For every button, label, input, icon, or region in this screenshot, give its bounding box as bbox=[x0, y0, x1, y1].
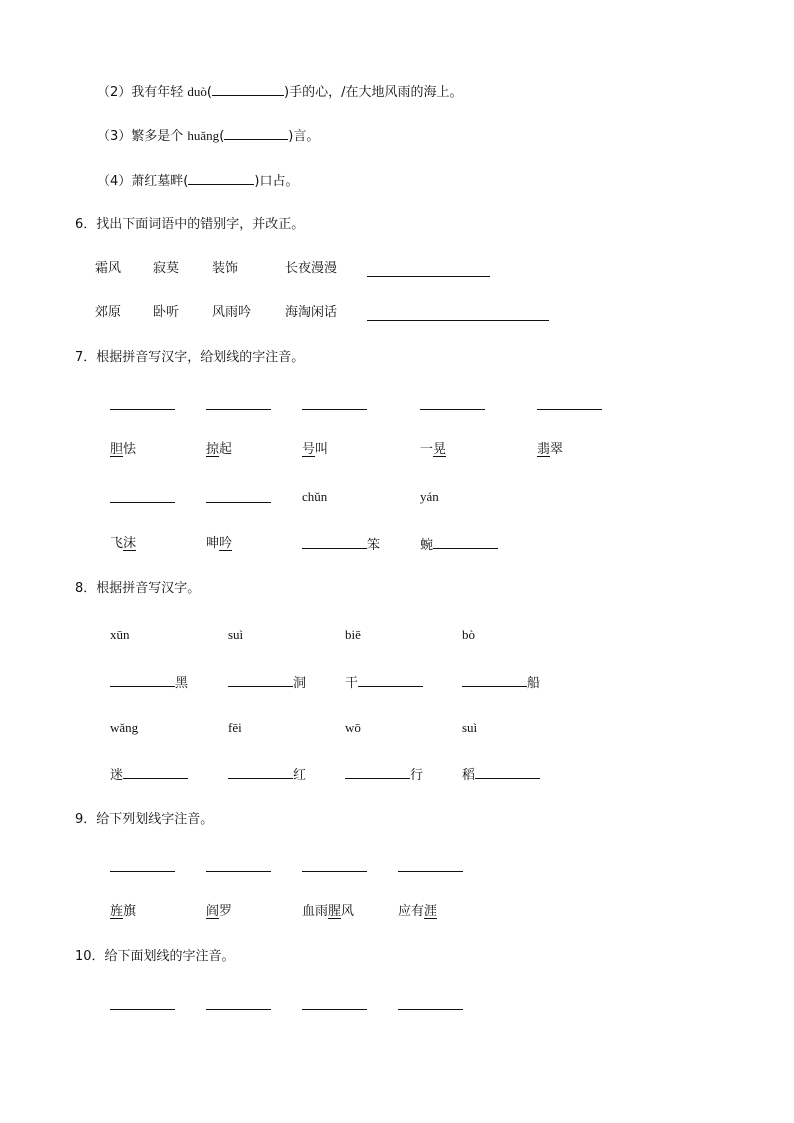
underlined-char: 旌 bbox=[110, 904, 124, 919]
pinyin-blank[interactable] bbox=[206, 502, 271, 503]
pinyin-blank[interactable] bbox=[110, 502, 175, 503]
q9-word bbox=[302, 903, 354, 921]
pinyin-blank[interactable] bbox=[537, 409, 602, 410]
q8-title: 8．根据拼音写汉字。 bbox=[75, 581, 201, 596]
word-prefix: 飞 bbox=[110, 536, 124, 551]
pinyin-label: wō bbox=[345, 720, 361, 735]
word-suffix: 红 bbox=[293, 768, 307, 783]
underlined-char: 翡 bbox=[537, 442, 551, 457]
word-rest: 罗 bbox=[219, 904, 233, 919]
q6-word: 海淘闲话 bbox=[285, 305, 338, 320]
q5-item-4-suffix: 口占。 bbox=[259, 174, 299, 189]
q5-item-3-prefix: （3）繁多是个 bbox=[97, 129, 188, 144]
q8-word bbox=[345, 673, 423, 693]
word-prefix: 干 bbox=[345, 676, 359, 691]
answer-blank[interactable] bbox=[188, 171, 254, 185]
answer-blank[interactable] bbox=[110, 673, 175, 687]
q7-word bbox=[420, 441, 446, 459]
word-prefix: 迷 bbox=[110, 768, 124, 783]
q6-answer-blank-1[interactable] bbox=[367, 276, 490, 277]
underlined-char: 晃 bbox=[433, 442, 447, 457]
q5-item-2-pinyin: duò bbox=[187, 84, 207, 99]
q5-item-2-suffix: 手的心，/在大地风雨的海上。 bbox=[289, 85, 463, 100]
q7-word bbox=[420, 535, 498, 555]
answer-blank[interactable] bbox=[345, 765, 410, 779]
q6-word: 长夜漫漫 bbox=[285, 261, 338, 276]
q8-word bbox=[110, 765, 188, 785]
pinyin-blank[interactable] bbox=[206, 1009, 271, 1010]
word-prefix: 血雨 bbox=[302, 904, 329, 919]
pinyin-blank[interactable] bbox=[302, 871, 367, 872]
q7-word bbox=[206, 441, 232, 459]
word-rest: 叫 bbox=[315, 442, 329, 457]
underlined-char: 吟 bbox=[219, 536, 233, 551]
underlined-char: 掠 bbox=[206, 442, 220, 457]
word-prefix: 应有 bbox=[398, 904, 425, 919]
q5-item-2: （2）我有年轻 duò( )手的心，/在大地风雨的海上。 bbox=[97, 84, 463, 100]
q6-title: 6．找出下面词语中的错别字，并改正。 bbox=[75, 217, 305, 232]
q9-word bbox=[110, 903, 136, 921]
word-prefix: 呻 bbox=[206, 536, 220, 551]
word-rest: 旗 bbox=[123, 904, 137, 919]
word-prefix: 蜿 bbox=[420, 538, 434, 553]
q6-answer-blank-2[interactable] bbox=[367, 320, 549, 321]
pinyin-blank[interactable] bbox=[302, 409, 367, 410]
q5-item-2-prefix: （2）我有年轻 bbox=[97, 85, 188, 100]
q7-word bbox=[110, 441, 136, 459]
answer-blank[interactable] bbox=[228, 673, 293, 687]
word-suffix: 笨 bbox=[367, 538, 381, 553]
q6-word: 霜风 bbox=[95, 261, 122, 276]
q6-word: 装饰 bbox=[212, 261, 239, 276]
q10-title: 10．给下面划线的字注音。 bbox=[75, 949, 235, 964]
pinyin-blank[interactable] bbox=[206, 409, 271, 410]
word-rest: 怯 bbox=[123, 442, 137, 457]
word-suffix: 行 bbox=[410, 768, 424, 783]
q6-word: 卧听 bbox=[153, 305, 180, 320]
word-suffix: 船 bbox=[527, 676, 541, 691]
q7-word bbox=[537, 441, 563, 459]
underlined-char: 胆 bbox=[110, 442, 124, 457]
pinyin-blank[interactable] bbox=[206, 871, 271, 872]
word-rest: 风 bbox=[341, 904, 355, 919]
answer-blank[interactable] bbox=[358, 673, 423, 687]
pinyin-label: yán bbox=[420, 489, 439, 504]
q5-item-4: （4）萧红墓畔( )口占。 bbox=[97, 171, 298, 191]
q7-word bbox=[206, 535, 232, 553]
pinyin-blank[interactable] bbox=[110, 409, 175, 410]
pinyin-label: suì bbox=[462, 720, 478, 735]
q5-item-3-suffix: 言。 bbox=[293, 129, 320, 144]
word-rest: 翠 bbox=[550, 442, 564, 457]
pinyin-blank[interactable] bbox=[420, 409, 485, 410]
q7-word bbox=[110, 535, 136, 553]
q8-word bbox=[345, 765, 423, 785]
word-suffix: 黑 bbox=[175, 676, 189, 691]
q7-title: 7．根据拼音写汉字，给划线的字注音。 bbox=[75, 350, 305, 365]
word-prefix: 一 bbox=[420, 442, 434, 457]
pinyin-label: biē bbox=[345, 627, 361, 642]
word-rest: 起 bbox=[219, 442, 233, 457]
pinyin-label: xūn bbox=[110, 627, 130, 642]
pinyin-label: wǎng bbox=[110, 720, 139, 735]
q7-word bbox=[302, 441, 328, 459]
underlined-char: 沫 bbox=[123, 536, 137, 551]
pinyin-label: suì bbox=[228, 627, 244, 642]
word-suffix: 洞 bbox=[293, 676, 307, 691]
q5-item-3: （3）繁多是个 huǎng( )言。 bbox=[97, 128, 320, 144]
answer-blank[interactable] bbox=[462, 673, 527, 687]
answer-blank[interactable] bbox=[302, 535, 367, 549]
answer-blank[interactable] bbox=[475, 765, 540, 779]
pinyin-blank[interactable] bbox=[398, 1009, 463, 1010]
underlined-char: 涯 bbox=[424, 904, 438, 919]
q6-word: 寂莫 bbox=[153, 261, 180, 276]
q7-word bbox=[302, 535, 380, 555]
q8-word bbox=[462, 765, 540, 785]
pinyin-blank[interactable] bbox=[110, 871, 175, 872]
underlined-char: 号 bbox=[302, 442, 316, 457]
pinyin-blank[interactable] bbox=[110, 1009, 175, 1010]
q5-item-3-pinyin: huǎng bbox=[187, 128, 220, 143]
answer-blank[interactable] bbox=[212, 82, 284, 96]
q6-word: 风雨吟 bbox=[212, 305, 252, 320]
q8-word bbox=[110, 673, 188, 693]
answer-blank[interactable] bbox=[228, 765, 293, 779]
q9-word bbox=[206, 903, 232, 921]
q8-word bbox=[228, 765, 306, 785]
pinyin-blank[interactable] bbox=[302, 1009, 367, 1010]
q9-title: 9．给下列划线字注音。 bbox=[75, 812, 214, 827]
q8-word bbox=[462, 673, 540, 693]
q8-word bbox=[228, 673, 306, 693]
answer-blank[interactable] bbox=[123, 765, 188, 779]
pinyin-blank[interactable] bbox=[398, 871, 463, 872]
q5-item-4-prefix: （4）萧红墓畔 bbox=[97, 174, 184, 189]
q9-word bbox=[398, 903, 437, 921]
underlined-char: 腥 bbox=[328, 904, 342, 919]
pinyin-label: bò bbox=[462, 627, 475, 642]
answer-blank[interactable] bbox=[433, 535, 498, 549]
word-prefix: 稻 bbox=[462, 768, 476, 783]
underlined-char: 阎 bbox=[206, 904, 220, 919]
q6-word: 郊原 bbox=[95, 305, 122, 320]
pinyin-label: chǔn bbox=[302, 489, 328, 504]
pinyin-label: fēi bbox=[228, 720, 242, 735]
answer-blank[interactable] bbox=[224, 126, 288, 140]
